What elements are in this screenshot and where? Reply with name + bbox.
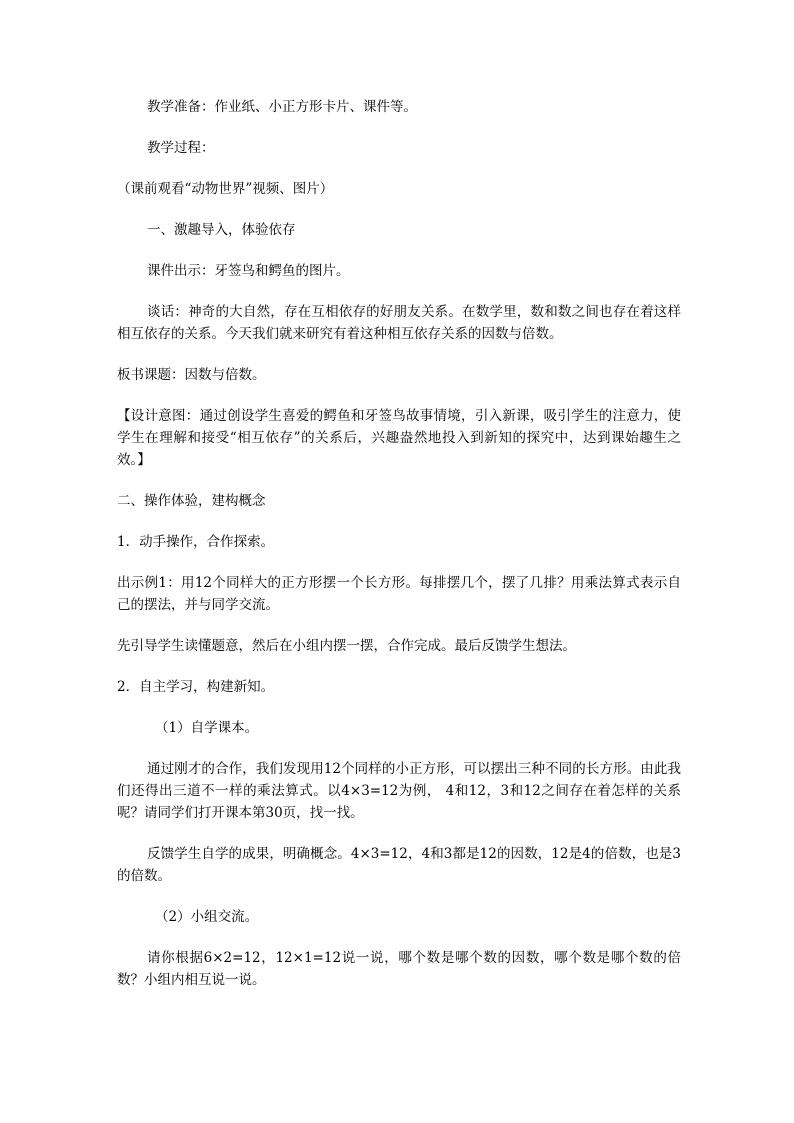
paragraph-board-title: 板书课题：因数与倍数。 [117, 367, 266, 383]
paragraph-cooperation: 通过刚才的合作，我们发现用12个同样的小正方形，可以摆出三种不同的长方形。由此我们还得出三道不一样的乘法算式。以4×3=12为例， 4和12，3和12之间存在着怎样的关系呢？请同学们打开课本第30页，找一找。 [117, 761, 681, 821]
subsection-heading-2: 2．自主学习，构建新知。 [117, 679, 275, 695]
paragraph-guide: 先引导学生读懂题意，然后在小组内摆一摆，合作完成。最后反馈学生想法。 [117, 638, 576, 654]
section-heading-2: 二、操作体验，建构概念 [117, 493, 266, 509]
paragraph-discussion: 请你根据6×2=12，12×1=12说一说，哪个数是哪个数的因数，哪个数是哪个数的倍数？小组内相互说一说。 [117, 950, 681, 988]
paragraph-design-intent: 【设计意图：通过创设学生喜爱的鳄鱼和牙签鸟故事情境，引入新课，吸引学生的注意力，使学生在理解和接受“相互依存”的关系后，兴趣盎然地投入到新知的探究中，达到课始趣生之效。】 [117, 408, 681, 468]
paragraph-process-heading: 教学过程： [147, 140, 215, 156]
paragraph-courseware: 课件出示：牙签鸟和鳄鱼的图片。 [147, 263, 350, 279]
item-self-study: （1）自学课本。 [155, 720, 259, 736]
paragraph-example-1: 出示例1：用12个同样大的正方形摆一个长方形。每排摆几个，摆了几排？用乘法算式表示自己的摆法，并与同学交流。 [117, 575, 681, 613]
section-heading-1: 一、激趣导入，体验依存 [147, 222, 296, 238]
paragraph-pre-class-note: （课前观看“动物世界”视频、图片） [117, 181, 334, 197]
paragraph-talk: 谈话：神奇的大自然，存在互相依存的好朋友关系。在数学里，数和数之间也存在着这样相互依存的关系。今天我们就来研究有着这种相互依存关系的因数与倍数。 [117, 304, 681, 342]
paragraph-preparation: 教学准备：作业纸、小正方形卡片、课件等。 [147, 99, 417, 115]
paragraph-feedback: 反馈学生自学的成果，明确概念。4×3=12，4和3都是12的因数，12是4的倍数，也是3的倍数。 [117, 846, 681, 884]
subsection-heading-1: 1．动手操作，合作探索。 [117, 534, 275, 550]
item-group-exchange: （2）小组交流。 [155, 909, 259, 925]
